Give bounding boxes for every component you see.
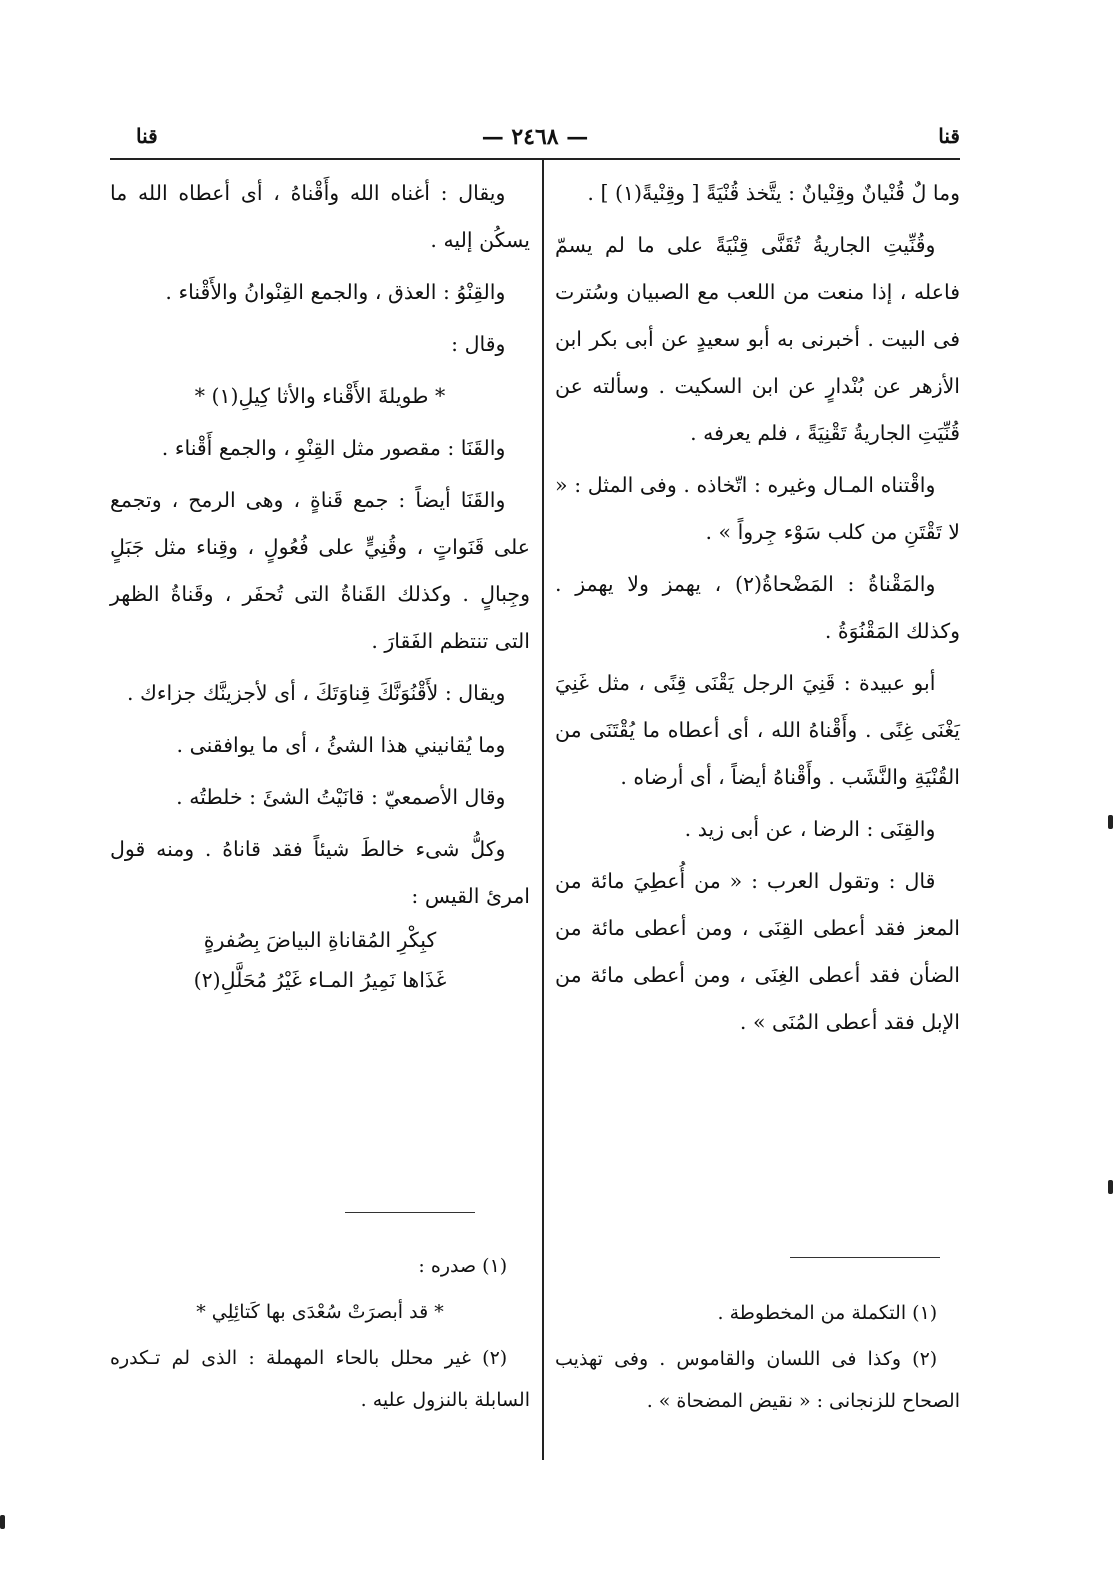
paragraph: ويقال : أغناه الله وأَقْناهُ ، أى أعطاه الله ما يسكُن إليه .: [110, 181, 530, 252]
paragraph: قال : وتقول العرب : « من أُعطِيَ مائة من المعز فقد أعطى القِنَى ، ومن أعطى مائة من الضأن فقد أعطى الغِنَى ، ومن أعطى مائة من الإبل فقد أعطى المُنَى » .: [555, 869, 960, 1034]
scan-edge-mark: [1108, 815, 1113, 829]
paragraph: وقال الأصمعيّ : قانَيْتُ الشئَ : خلطتُه .: [176, 785, 506, 809]
paragraph: والقِنَى : الرضا ، عن أبى زيد .: [684, 817, 936, 841]
paragraph: ويقال : لأَقْنُوَنَّكَ قِناوَتَكَ ، أى لأجزينَّك جزاءك .: [126, 681, 506, 705]
footnote: (١) صدره :: [418, 1255, 508, 1277]
scan-edge-mark: [0, 1515, 5, 1529]
paragraph: والقَنَا أيضاً : جمع قَناةٍ ، وهى الرمح ، وتجمع على قَنَواتٍ ، وقُنِيٍّ على فُعُولٍ ، وقِناء مثل جَبَلٍ وجِبالٍ . وكذلك القَناةُ التى تُحفَر ، وقَناةُ الظهر التى تنتظم الفَقارَ .: [110, 488, 530, 653]
footnote-separator: [790, 1257, 940, 1258]
header-rule: [110, 158, 960, 160]
paragraph: وقال :: [451, 332, 506, 356]
right-column: [555, 170, 960, 1051]
headword-left: قنا: [136, 124, 158, 148]
paragraph: وما لٌ قُنْيانٌ وقِنْيانٌ : يتَّخذ قُنْيَةً [ وقِنْيةً(١) ] .: [587, 181, 960, 205]
quoted-verse: * طويلةَ الأَقْناء والأثا كِيلِ(١) *: [194, 384, 446, 408]
paragraph: والمَقْناةُ : المَضْحاةُ(٢) ، يهمز ولا يهمز . وكذلك المَقْنُوَةُ .: [555, 572, 960, 643]
left-column: [110, 170, 530, 1000]
page-number: — ٢٤٦٨ —: [481, 124, 589, 150]
paragraph: والقِنْوُ : العذق ، والجمع القِنْوانُ والأَقْناء .: [165, 280, 506, 304]
footnote: (٢) وكذا فى اللسان والقاموس . وفى تهذيب الصحاح للزنجانى : « نقيض المضحاة » .: [555, 1348, 960, 1412]
paragraph: أبو عبيدة : قَنِيَ الرجل يَقْنَى قِنًى ، مثل غَنِيَ يَغْنَى غِنًى . وأَقْناهُ الله ، أى أعطاه ما يُقْتَنَى من القُنْيَةِ والنَّشَب . وأَقْناهُ أيضاً ، أى أرضاه .: [555, 671, 960, 789]
paragraph: واقْتناه المـال وغيره : اتّخاذه . وفى المثل : « لا تَقْتَنِ من كلب سَوْء جِرواً » .: [555, 473, 960, 544]
footnote: (٢) غير محلل بالحاء المهملة : الذى لم تـكدره السابلة بالنزول عليه .: [110, 1347, 530, 1411]
paragraph: وقُنِّيتِ الجاريةُ تُقَنَّى قِنْيَةً على ما لم يسمّ فاعله ، إذا منعت من اللعب مع الصبيان وسُترت فى البيت . أخبرنى به أبو سعيدٍ عن أبى بكر ابن الأزهر عن بُنْدارٍ عن ابن السكيت . وسألته عن قُنِّيَتِ الجاريةُ تَقْنِيَةً ، فلم يعرفه .: [555, 233, 960, 445]
right-footnotes: [555, 1292, 960, 1426]
scan-edge-mark: [1108, 1180, 1113, 1194]
footnote-verse: * قد أبصرَتْ سُعْدَى بها كَتائِلِي *: [196, 1301, 444, 1323]
headword-right: قنا: [938, 124, 960, 148]
poem-verse-line: غَذَاها نَمِيرُ المـاء غَيْرُ مُحَلَّلِ(٢): [193, 968, 447, 992]
paragraph: وكلُّ شىء خالطَ شيئاً فقد قاناهُ . ومنه قول امرئ القيس :: [110, 837, 530, 908]
left-footnotes: [110, 1245, 530, 1425]
page-header: [110, 124, 960, 158]
paragraph: وما يُقانيني هذا الشئُ ، أى ما يوافقنى .: [176, 733, 506, 757]
column-divider: [542, 160, 544, 1460]
footnote-separator: [345, 1212, 475, 1213]
poem-verse-line: كبِكْرِ المُقاناةِ البياضَ بِصُفرةٍ: [203, 928, 437, 952]
footnote: (١) التكملة من المخطوطة .: [717, 1302, 938, 1324]
paragraph: والقَنَا : مقصور مثل القِنْوِ ، والجمع أَقْناء .: [161, 436, 506, 460]
